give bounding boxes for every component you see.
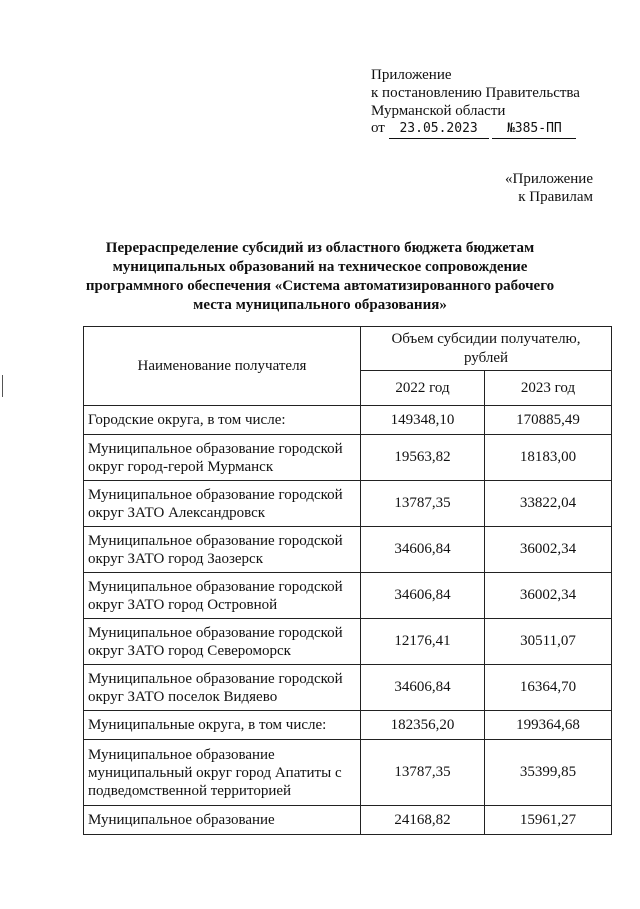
table-row bbox=[84, 711, 612, 740]
table-row bbox=[84, 665, 612, 711]
amount-2022: 13787,35 bbox=[361, 740, 485, 806]
amount-2022: 182356,20 bbox=[361, 711, 485, 740]
header-line-2: к постановлению Правительства bbox=[371, 85, 580, 101]
title-line-3: программного обеспечения «Система автоматизированного рабочего bbox=[85, 278, 555, 294]
amount-header-line-1: Объем субсидии получателю, bbox=[391, 330, 581, 347]
amount-2022: 24168,82 bbox=[361, 806, 485, 835]
title-line-2: муниципальных образований на техническое сопровождение bbox=[112, 259, 528, 275]
table-row bbox=[84, 527, 612, 573]
recipient-name-line: Муниципальные округа, в том числе: bbox=[88, 717, 327, 733]
subsidy-table bbox=[83, 326, 612, 835]
recipient-name bbox=[84, 406, 361, 435]
table-row bbox=[84, 806, 612, 835]
recipient-name-line: подведомственной территорией bbox=[88, 782, 292, 799]
amount-2022: 34606,84 bbox=[361, 527, 485, 573]
recipient-name bbox=[84, 740, 361, 806]
table-row bbox=[84, 435, 612, 481]
amount-header-line-2: рублей bbox=[463, 349, 509, 366]
date-prefix: от bbox=[371, 120, 385, 136]
recipient-name-line: округ город-герой Мурманск bbox=[88, 458, 274, 475]
recipient-name-line: Муниципальное образование городской bbox=[88, 440, 343, 457]
recipient-name-line: Муниципальное образование городской bbox=[88, 578, 343, 595]
column-header-year-2022: 2022 год bbox=[361, 371, 485, 406]
recipient-name bbox=[84, 435, 361, 481]
recipient-name bbox=[84, 527, 361, 573]
amount-2023: 36002,34 bbox=[485, 527, 612, 573]
decree-number: №385-ПП bbox=[492, 120, 576, 139]
title-line-1: Перераспределение субсидий из областного бюджета бюджетам bbox=[105, 240, 535, 256]
recipient-name bbox=[84, 619, 361, 665]
recipient-name-line: округ ЗАТО поселок Видяево bbox=[88, 688, 278, 705]
table-row bbox=[84, 481, 612, 527]
recipient-name-line: Муниципальное образование городской bbox=[88, 486, 343, 503]
column-header-year-2023: 2023 год bbox=[485, 371, 612, 406]
recipient-name-line: округ ЗАТО Александровск bbox=[88, 504, 266, 521]
document-title bbox=[70, 239, 570, 315]
header-date-line bbox=[371, 119, 576, 139]
amount-2022: 13787,35 bbox=[361, 481, 485, 527]
amount-2023: 30511,07 bbox=[485, 619, 612, 665]
amount-2023: 170885,49 bbox=[485, 406, 612, 435]
recipient-name bbox=[84, 573, 361, 619]
recipient-name-line: Муниципальное образование bbox=[88, 746, 275, 763]
recipient-name-line: муниципальный округ город Апатиты с bbox=[88, 764, 342, 781]
recipient-name-line: округ ЗАТО город Заозерск bbox=[88, 550, 263, 567]
recipient-name bbox=[84, 481, 361, 527]
recipient-name-line: округ ЗАТО город Североморск bbox=[88, 642, 291, 659]
decree-date: 23.05.2023 bbox=[389, 120, 489, 139]
recipient-name-line: Муниципальное образование городской bbox=[88, 670, 343, 687]
table-row bbox=[84, 619, 612, 665]
table-row bbox=[84, 573, 612, 619]
table-row bbox=[84, 406, 612, 435]
recipient-name-line: Муниципальное образование городской bbox=[88, 532, 343, 549]
recipient-name-line: Муниципальное образование bbox=[88, 812, 275, 828]
recipient-name-line: Муниципальное образование городской bbox=[88, 624, 343, 641]
column-header-recipient: Наименование получателя bbox=[84, 327, 361, 406]
amount-2022: 12176,41 bbox=[361, 619, 485, 665]
column-header-amount bbox=[361, 327, 612, 371]
table-row bbox=[84, 740, 612, 806]
header-line-1: Приложение bbox=[371, 67, 452, 83]
amount-2022: 19563,82 bbox=[361, 435, 485, 481]
amount-2023: 33822,04 bbox=[485, 481, 612, 527]
amount-2023: 16364,70 bbox=[485, 665, 612, 711]
amount-2023: 36002,34 bbox=[485, 573, 612, 619]
recipient-name bbox=[84, 806, 361, 835]
recipient-name-line: округ ЗАТО город Островной bbox=[88, 596, 278, 613]
appendix-line-1: «Приложение bbox=[504, 171, 593, 187]
amount-2022: 149348,10 bbox=[361, 406, 485, 435]
recipient-name bbox=[84, 665, 361, 711]
appendix-line-2: к Правилам bbox=[518, 189, 593, 205]
amount-2023: 18183,00 bbox=[485, 435, 612, 481]
title-line-4: места муниципального образования» bbox=[193, 297, 447, 313]
recipient-name-line: Городские округа, в том числе: bbox=[88, 412, 286, 428]
scan-margin-mark bbox=[2, 375, 3, 397]
recipient-name bbox=[84, 711, 361, 740]
amount-2022: 34606,84 bbox=[361, 665, 485, 711]
amount-2023: 15961,27 bbox=[485, 806, 612, 835]
header-line-3: Мурманской области bbox=[371, 103, 506, 119]
amount-2023: 35399,85 bbox=[485, 740, 612, 806]
amount-2022: 34606,84 bbox=[361, 573, 485, 619]
amount-2023: 199364,68 bbox=[485, 711, 612, 740]
